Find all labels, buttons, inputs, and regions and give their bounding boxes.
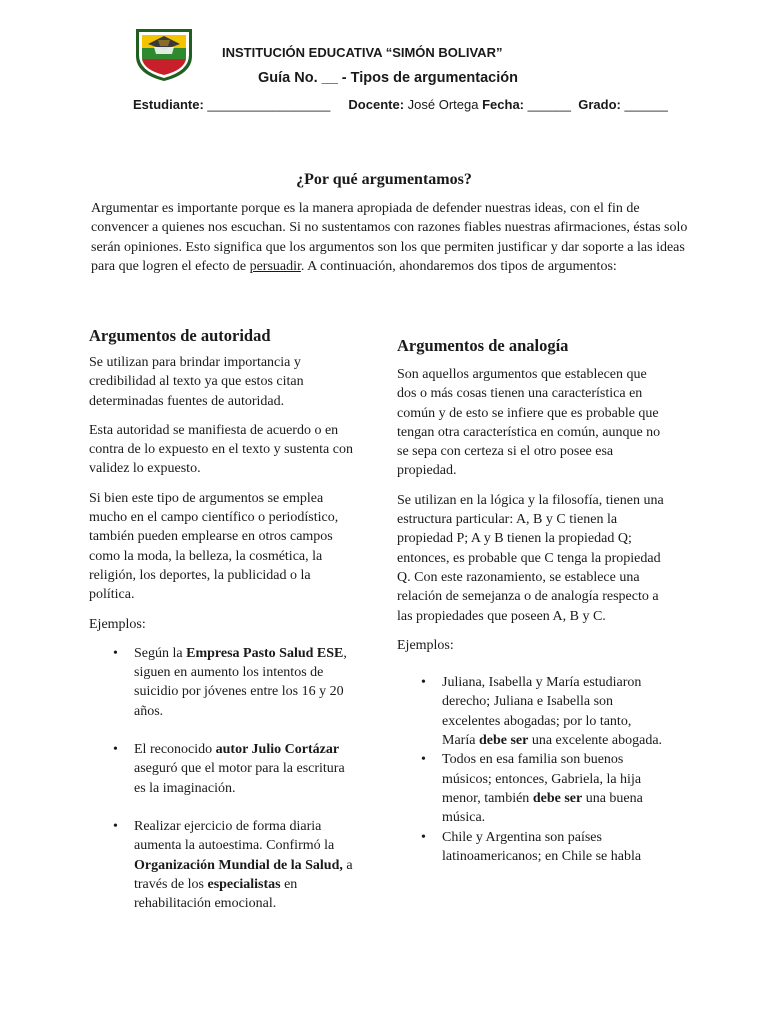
teacher-label: Docente: xyxy=(348,97,405,112)
analogia-paragraph-2: Se utilizan en la lógica y la filosofía, tienen una estructura particular: A, B y C tienen la propiedad P; A y B tienen la propiedad Q; entonces, es probable que C tenga la propiedad Q. Con este razonamiento, se establece una relación de semejanza o de analogía respecto a las propiedades que poseen A, B y C. xyxy=(397,492,664,624)
autoridad-examples-label: Ejemplos: xyxy=(89,616,146,632)
example-text: , siguen en aumento los intentos de suicidio por jóvenes entre los 16 y 20 años. xyxy=(134,645,347,719)
analogia-examples-label: Ejemplos: xyxy=(397,637,454,653)
section-title: ¿Por qué argumentamos? xyxy=(296,171,472,188)
autoridad-paragraph-2: Esta autoridad se manifiesta de acuerdo o en contra de lo expuesto en el texto y sustenta con validez lo expuesto. xyxy=(89,422,353,477)
teacher-name: José Ortega xyxy=(407,97,479,112)
example-text: una buena música. xyxy=(442,790,643,826)
example-text: a través de los xyxy=(134,857,353,892)
heading-autoridad: Argumentos de autoridad xyxy=(89,326,271,345)
example-text: en rehabilitación emocional. xyxy=(134,876,298,912)
example-bold: Organización Mundial de la Salud, xyxy=(134,857,343,873)
example-bold: debe ser xyxy=(478,733,529,749)
list-item xyxy=(397,673,665,750)
grade-field: ______ xyxy=(624,97,668,112)
example-bold: Empresa Pasto Salud ESE xyxy=(186,645,344,661)
list-item xyxy=(397,750,665,827)
example-text: Realizar ejercicio de forma diaria aumenta la autoestima. Confirmó la xyxy=(134,818,335,854)
list-item xyxy=(397,828,665,867)
date-field: ______ xyxy=(527,97,572,112)
student-field: _________________ xyxy=(207,97,331,112)
persuadir-term: persuadir xyxy=(249,258,301,274)
example-text: Chile y Argentina son países latinoamericanos; en Chile se habla xyxy=(442,829,642,864)
grade-label: Grado: xyxy=(578,97,621,112)
student-label: Estudiante: xyxy=(133,97,204,112)
intro-paragraph xyxy=(91,199,691,276)
column-analogia xyxy=(397,336,665,866)
list-item xyxy=(89,644,357,721)
autoridad-examples-list xyxy=(89,644,357,914)
analogia-examples-list xyxy=(397,673,665,866)
example-text: El reconocido xyxy=(134,742,216,758)
example-text: Todos en esa familia son buenos músicos; entonces, Gabriela, la hija menor, también xyxy=(442,752,642,806)
autoridad-paragraph-3: Si bien este tipo de argumentos se emplea mucho en el campo científico o periodístico, también pueden emplearse en otros campos como la moda, la belleza, la cosmética, la religión, los deportes, la publicidad o la política. xyxy=(89,490,339,603)
intro-text-after: . A continuación, ahondaremos dos tipos de argumentos: xyxy=(300,258,617,274)
example-text: Según la xyxy=(134,645,187,661)
list-item xyxy=(89,817,357,913)
header-meta xyxy=(133,97,668,112)
heading-analogia: Argumentos de analogía xyxy=(397,336,569,355)
example-text: aseguró que el motor para la escritura es la imaginación. xyxy=(134,761,345,796)
intro-text-before: Argumentar es importante porque es la manera apropiada de defender nuestras ideas, con el fin de convencer a quienes nos escuchan. Si no sustentamos con razones fiables nuestras afirmaciones, éstas solo serán opiniones. Esto significa que los argumentos son los que permiten justificar y dar soporte a las ideas para que logren el efecto de xyxy=(91,201,688,274)
autoridad-paragraph-1: Se utilizan para brindar importancia y credibilidad al texto ya que estos citan determinadas fuentes de autoridad. xyxy=(89,355,304,409)
example-text: una excelente abogada. xyxy=(528,733,663,749)
example-text: Juliana, Isabella y María estudiaron derecho; Juliana e Isabella son excelentes abogadas; por lo tanto, María xyxy=(442,675,642,749)
column-autoridad xyxy=(89,326,357,932)
example-bold: debe ser xyxy=(532,790,583,806)
example-bold: autor Julio Cortázar xyxy=(215,742,340,758)
guide-title: Guía No. __ - Tipos de argumentación xyxy=(258,70,518,86)
institution-name: INSTITUCIÓN EDUCATIVA “SIMÓN BOLIVAR” xyxy=(222,45,503,60)
date-label: Fecha: xyxy=(482,97,525,112)
list-item xyxy=(89,740,357,798)
example-bold: especialistas xyxy=(207,876,281,892)
analogia-paragraph-1: Son aquellos argumentos que establecen que dos o más cosas tienen una característica en común y de esto se infiere que es probable que tengan otra característica en común, aunque no se sepa con certeza si el otro posee esa propiedad. xyxy=(397,367,661,479)
school-crest xyxy=(134,26,194,82)
